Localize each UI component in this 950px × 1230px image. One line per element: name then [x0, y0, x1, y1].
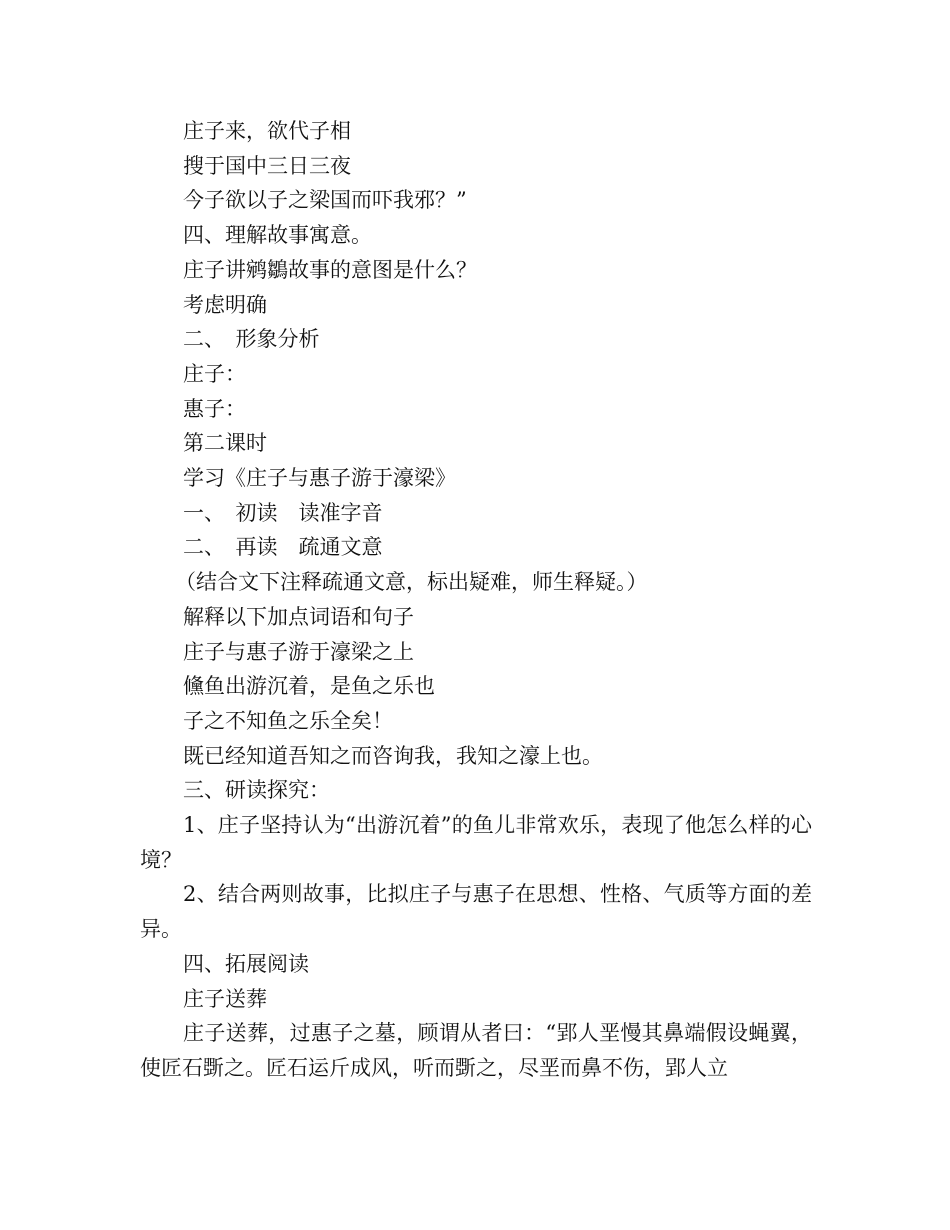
section-heading: 四、理解故事寓意。 [183, 223, 372, 248]
section-heading: 一、 初读 读准字音 [183, 500, 383, 525]
section-heading: 二、 再读 疏通文意 [183, 535, 383, 560]
text-line: 庄子讲鹓鶵故事的意图是什么？ [183, 257, 477, 282]
section-heading: 三、研读探究： [183, 778, 330, 803]
section-heading: 二、 形象分析 [183, 327, 320, 352]
paragraph: 庄子送葬，过惠子之墓，顾谓从者曰：“郢人垩慢其鼻端假设蝇翼，使匠石斲之。匠石运斤成风，听而斲之，尽垩而鼻不伤，郢人立 [140, 1021, 812, 1080]
text-line: 学习《庄子与惠子游于濠梁》 [183, 466, 456, 491]
paragraph: 1、庄子坚持认为“出游沉着”的鱼儿非常欢乐，表现了他怎么样的心境？ [140, 813, 812, 872]
text-line: 庄子与惠子游于濠梁之上 [183, 639, 414, 664]
text-line: 惠子： [183, 396, 246, 421]
document-body [140, 114, 812, 1086]
text-line: 解释以下加点词语和句子 [183, 604, 414, 629]
text-line: 子之不知鱼之乐全矣！ [183, 708, 393, 733]
text-line: 儵鱼出游沉着，是鱼之乐也 [183, 674, 435, 699]
text-line: 庄子： [183, 361, 246, 386]
text-line: 考虑明确 [183, 292, 267, 317]
text-line: 庄子来，欲代子相 [183, 119, 351, 143]
section-heading: 四、拓展阅读 [183, 951, 309, 976]
lesson-heading: 第二课时 [183, 431, 267, 456]
paragraph: 2、结合两则故事，比拟庄子与惠子在思想、性格、气质等方面的差异。 [140, 882, 812, 942]
text-line: 既已经知道吾知之而咨询我，我知之濠上也。 [183, 743, 603, 768]
text-line: （结合文下注释疏通文意，标出疑难，师生释疑。） [175, 570, 648, 595]
text-line: 庄子送葬 [183, 986, 267, 1011]
text-line: 今子欲以子之梁国而吓我邪？” [183, 188, 467, 213]
text-line: 搜于国中三日三夜 [183, 153, 351, 178]
